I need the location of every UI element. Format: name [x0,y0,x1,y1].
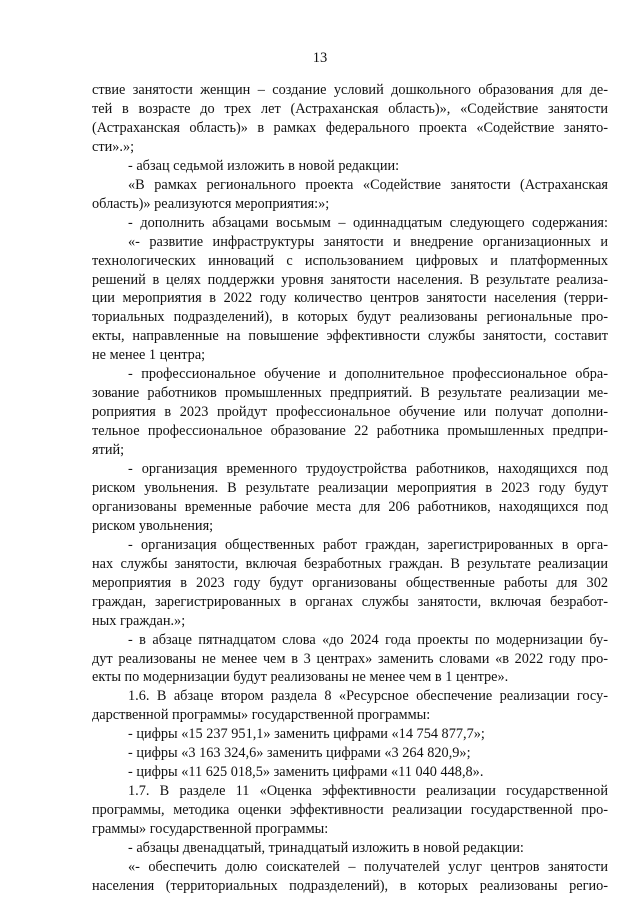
text-line: - дополнить абзацами восьмым – одиннадцатым следующего содержания: [128,214,608,231]
text-line: - профессиональное обучение и дополнительное профессиональное обра- [128,366,608,383]
text-line: ториальных подразделений), в которых будут реализованы региональные про- [92,309,608,326]
text-line: - абзац седьмой изложить в новой редакции: [128,157,400,174]
text-line: - цифры «15 237 951,1» заменить цифрами «14 754 877,7»; [128,726,485,743]
text-line: программы, методика оценки эффективности реализации государственной про- [92,802,608,819]
text-line: граммы» государственной программы: [92,821,329,838]
text-line: - организация временного трудоустройства работников, находящихся под [128,461,608,477]
text-line: ции мероприятия в 2022 году количество центров занятости населения (терри- [92,290,608,307]
text-line: зование работников промышленных предприятий. В результате реализации ме- [92,385,608,402]
text-line: организованы временные рабочие места для 206 работников, находящихся под [92,498,608,515]
text-line: тей в возрасте до трех лет (Астраханская область)», «Содействие занятости [92,100,608,117]
text-line: не менее 1 центра; [92,347,206,364]
text-line: - организация общественных работ граждан, зарегистрированных в орга- [128,536,608,553]
text-line: риском увольнения; [92,517,214,534]
text-line: ствие занятости женщин – создание условий дошкольного образования для де- [92,82,608,98]
text-line: мероприятия в 2023 году будут организованы общественные работы для 302 [92,574,608,591]
text-line: ятий; [92,442,125,459]
text-line: - абзацы двенадцатый, тринадцатый изложить в новой редакции: [128,840,524,856]
text-line: - цифры «3 163 324,6» заменить цифрами «3 264 820,9»; [128,745,471,762]
text-line: нах службы занятости, включая безработных граждан. В результате реализации [92,555,608,572]
text-line: технологических инноваций с использованием цифровых и платформенных [92,252,608,269]
text-line: 1.6. В абзаце втором раздела 8 «Ресурсное обеспечение реализации госу- [128,688,608,705]
text-line: (Астраханская область)» в рамках федерального проекта «Содействие занято- [92,119,608,136]
text-line: ных граждан.»; [92,612,186,629]
text-line: населения (территориальных подразделений), в которых реализованы регио- [92,877,608,894]
text-line: «- развитие инфраструктуры занятости и внедрение организационных и [128,233,608,250]
text-line: область)» реализуются мероприятия:»; [92,195,330,212]
text-line: «- обеспечить долю соискателей – получателей услуг центров занятости [128,858,608,875]
text-line: тельное профессиональное образование 22 работника промышленных предпри- [92,423,608,440]
page-number: 13 [312,50,328,66]
text-line: сти».»; [92,138,135,155]
text-line: риском увольнения. В результате реализации мероприятия в 2023 году будут [92,479,608,496]
text-line: 1.7. В разделе 11 «Оценка эффективности реализации государственной [128,783,608,800]
text-line: - цифры «11 625 018,5» заменить цифрами «11 040 448,8». [128,764,484,781]
text-line: «В рамках регионального проекта «Содействие занятости (Астраханская [128,176,608,193]
text-line: дарственной программы» государственной программы: [92,707,431,724]
text-line: дут реализованы не менее чем в 3 центрах» заменить словами «в 2022 году про- [92,650,608,667]
text-line: решений в целях поддержки уровня занятости населения. В результате реализа- [92,271,608,288]
text-line: - в абзаце пятнадцатом слова «до 2024 года проекты по модернизации бу- [128,631,608,648]
text-line: граждан, зарегистрированных в органах службы занятости, включая безработ- [92,593,608,610]
text-line: екты, направленные на повышение эффективности службы занятости, составит [92,328,608,345]
text-line: екты по модернизации будут реализованы не менее чем в 1 центре». [92,669,509,686]
text-line: роприятия в 2023 пройдут профессиональное обучение или получат дополни- [92,404,608,421]
